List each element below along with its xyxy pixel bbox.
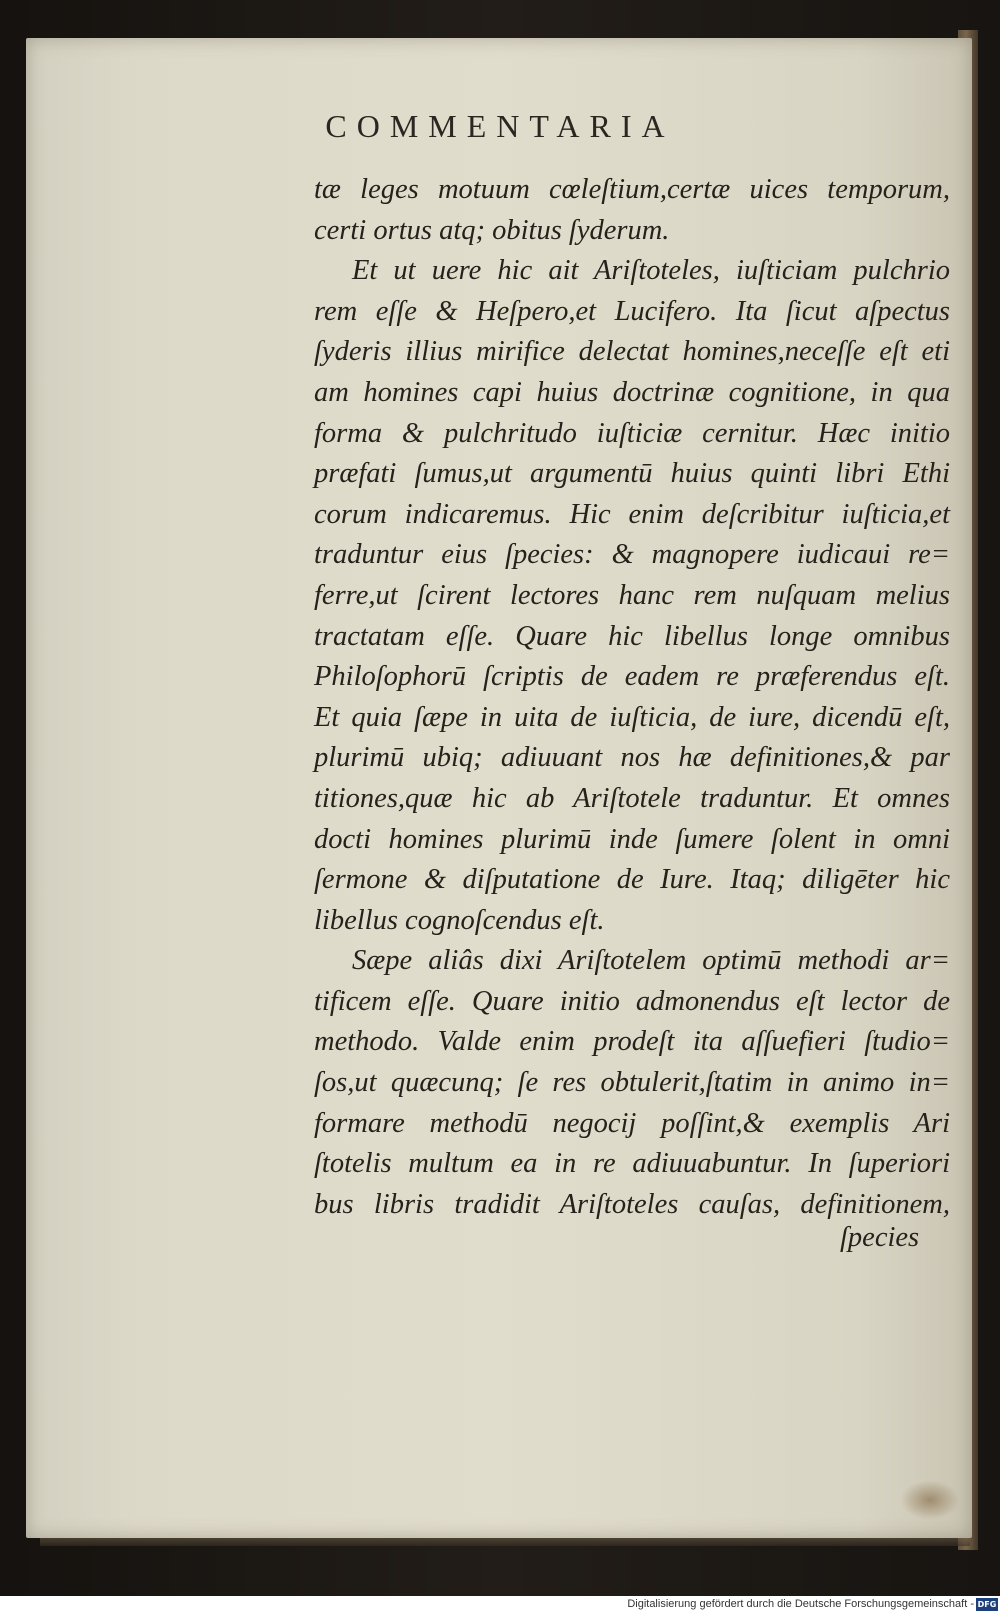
text-line: am homines capi huius doctrinæ cognitione, in qua — [314, 376, 950, 408]
text-line: traduntur eius ſpecies: & magnopere iudicaui re= — [314, 539, 950, 571]
dfg-logo-icon: DFG — [977, 1600, 997, 1609]
text-line: corum indicaremus. Hic enim deſcribitur iuſticia,et — [314, 498, 950, 530]
text-line: docti homines plurimū inde ſumere ſolent in omni — [314, 823, 950, 855]
text-line: tæ leges motuum cœleſtium,certæ uices temporum, — [314, 174, 950, 205]
text-line: titiones,quæ hic ab Ariſtotele traduntur. Et omnes — [314, 782, 950, 814]
text-line: rem eſſe & Heſpero,et Lucifero. Ita ſicut aſpectus — [314, 295, 950, 327]
page-stain — [900, 1480, 960, 1520]
text-line: ſermone & diſputatione de Iure. Itaq; diligēter hic — [314, 864, 950, 896]
text-line: ſos,ut quæcunq; ſe res obtulerit,ſtatim in animo in= — [314, 1067, 950, 1099]
text-line: certi ortus atq; obitus ſyderum. — [314, 214, 670, 246]
text-line: ſyderis illius mirifice delectat homines,neceſſe eſt eti — [314, 336, 950, 368]
text-line: præfati ſumus,ut argumentū huius quinti libri Ethi — [314, 458, 950, 490]
funding-credit: Digitalisierung gefördert durch die Deutsche Forschungsgemeinschaft - — [627, 1598, 974, 1610]
text-line: Sæpe aliâs dixi Ariſtotelem optimū methodi ar= — [352, 945, 950, 977]
text-line: ſtotelis multum ea in re adiuuabuntur. In ſuperiori — [314, 1148, 950, 1180]
text-line: tractatam eſſe. Quare hic libellus longe omnibus — [314, 620, 950, 652]
text-line: methodo. Valde enim prodeſt ita aſſuefieri ſtudio= — [314, 1026, 950, 1058]
text-line: Philoſophorū ſcriptis de eadem re præferendus eſt. — [314, 661, 950, 693]
text-line: libellus cognoſcendus eſt. — [314, 904, 605, 936]
running-head: COMMENTARIA — [325, 108, 675, 144]
text-line: Et ut uere hic ait Ariſtoteles, iuſticiam pulchrio — [352, 255, 950, 287]
text-line: forma & pulchritudo iuſticiæ cernitur. Hæc initio — [314, 417, 950, 449]
text-line: tificem eſſe. Quare initio admonendus eſt lector de — [314, 985, 950, 1017]
text-line: plurimū ubiq; adiuuant nos hæ definitiones,& par — [314, 742, 950, 774]
text-line: ferre,ut ſcirent lectores hanc rem nuſquam melius — [314, 579, 950, 611]
text-line: bus libris tradidit Ariſtoteles cauſas, definitionem, — [314, 1188, 950, 1220]
text-line: Et quia ſæpe in uita de iuſticia, de iure, dicendū eſt, — [314, 701, 950, 733]
catchword: ſpecies — [840, 1222, 920, 1253]
body-text — [314, 170, 950, 1225]
text-line: formare methodū negocij poſſint,& exemplis Ari — [314, 1107, 950, 1139]
